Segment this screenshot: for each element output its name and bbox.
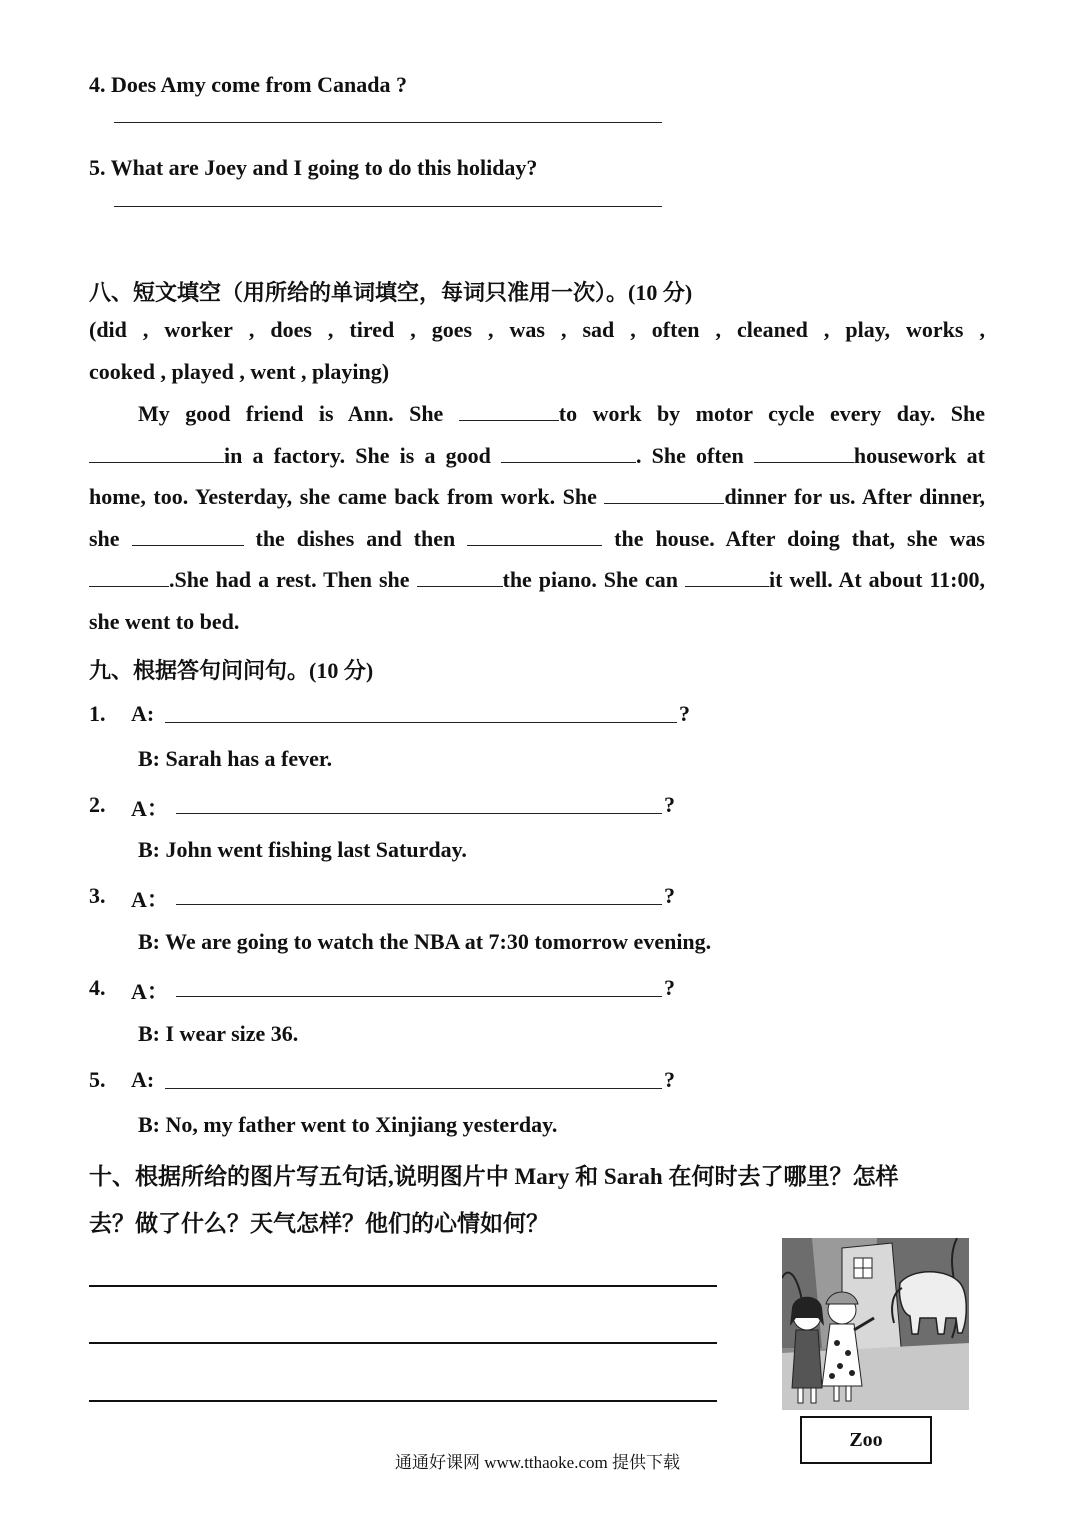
item-number: 1. [89, 701, 106, 726]
cloze-passage: My good friend is Ann. She to work by motor cycle every day. She in a factory. She is a good . She often housework at home, too. Yesterday, she came back from work. She dinner for us. After dinner, she the dishes and then the house. After doing that, she was .She had a rest. Then she the piano. She can it well. At about 11:00, she went to bed. [89, 401, 986, 634]
answer-line-5[interactable] [114, 206, 662, 207]
question-answer-line-2[interactable] [176, 813, 662, 814]
blank-2[interactable] [89, 444, 224, 463]
writing-line-1[interactable] [89, 1285, 717, 1287]
blank-6[interactable] [132, 527, 244, 546]
answer-b-1: B: Sarah has a fever. [138, 746, 333, 771]
question-mark: ? [664, 792, 675, 817]
blank-8[interactable] [89, 568, 169, 587]
answer-b-2: B: John went fishing last Saturday. [138, 837, 467, 862]
section-9-heading: 九、根据答句问问句。(10 分) [89, 658, 374, 683]
zoo-picture [782, 1238, 969, 1410]
question-answer-line-3[interactable] [176, 904, 662, 905]
answer-b-4: B: I wear size 36. [138, 1021, 299, 1046]
speaker-a-label: A： [131, 796, 169, 821]
answer-line-4[interactable] [114, 122, 662, 123]
question-5: 5. What are Joey and I going to do this holiday? [89, 155, 538, 180]
question-mark: ? [679, 701, 690, 726]
blank-7[interactable] [467, 527, 602, 546]
blank-4[interactable] [754, 444, 854, 463]
item-number: 2. [89, 792, 106, 817]
word-bank-item: worker [164, 317, 233, 342]
word-bank-item: does [270, 317, 312, 342]
question-mark: ? [664, 975, 675, 1000]
word-bank-item: tired [349, 317, 395, 342]
word-bank-line-2: cooked , played , went , playing) [89, 359, 390, 384]
blank-9[interactable] [417, 568, 503, 587]
speaker-a-label: A： [131, 979, 169, 1004]
blank-10[interactable] [685, 568, 769, 587]
word-bank-item: often [651, 317, 700, 342]
section-10-heading-line-2: 去？做了什么？天气怎样？他们的心情如何？ [89, 1211, 549, 1236]
item-number: 5. [89, 1067, 106, 1092]
footer-credit: 通通好课网 www.tthaoke.com 提供下载 [394, 1453, 681, 1472]
writing-line-2[interactable] [89, 1342, 717, 1344]
answer-b-3: B: We are going to watch the NBA at 7:30 tomorrow evening. [138, 929, 712, 954]
word-bank-item: was [509, 317, 545, 342]
item-number: 3. [89, 883, 106, 908]
word-bank-item: goes [431, 317, 473, 342]
section-10-heading-line-1: 十、根据所给的图片写五句话,说明图片中 Mary 和 Sarah 在何时去了哪里？怎样 [89, 1164, 899, 1189]
word-bank-item: cleaned [736, 317, 808, 342]
blank-1[interactable] [459, 402, 559, 421]
question-4: 4. Does Amy come from Canada ? [89, 72, 407, 97]
zoo-label: Zoo [849, 1428, 883, 1451]
item-number: 4. [89, 975, 106, 1000]
speaker-a-label: A: [131, 1067, 155, 1092]
blank-5[interactable] [604, 485, 724, 504]
question-answer-line-1[interactable] [165, 722, 677, 723]
question-answer-line-5[interactable] [165, 1088, 662, 1089]
question-mark: ? [664, 1067, 675, 1092]
blank-3[interactable] [501, 444, 636, 463]
word-bank-item: (did [89, 317, 127, 342]
word-bank-item: works [905, 317, 964, 342]
speaker-a-label: A: [131, 701, 155, 726]
answer-b-5: B: No, my father went to Xinjiang yesterday. [138, 1112, 558, 1137]
word-bank-item: play, [845, 317, 890, 342]
question-mark: ? [664, 883, 675, 908]
speaker-a-label: A： [131, 887, 169, 912]
section-8-heading: 八、短文填空（用所给的单词填空，每词只准用一次）。(10 分) [89, 280, 693, 305]
question-answer-line-4[interactable] [176, 996, 662, 997]
word-bank-line-1: (did , worker , does , tired , goes , was , sad , often , cleaned , play, works , [89, 317, 985, 342]
writing-line-3[interactable] [89, 1400, 717, 1402]
word-bank-item: sad [582, 317, 615, 342]
